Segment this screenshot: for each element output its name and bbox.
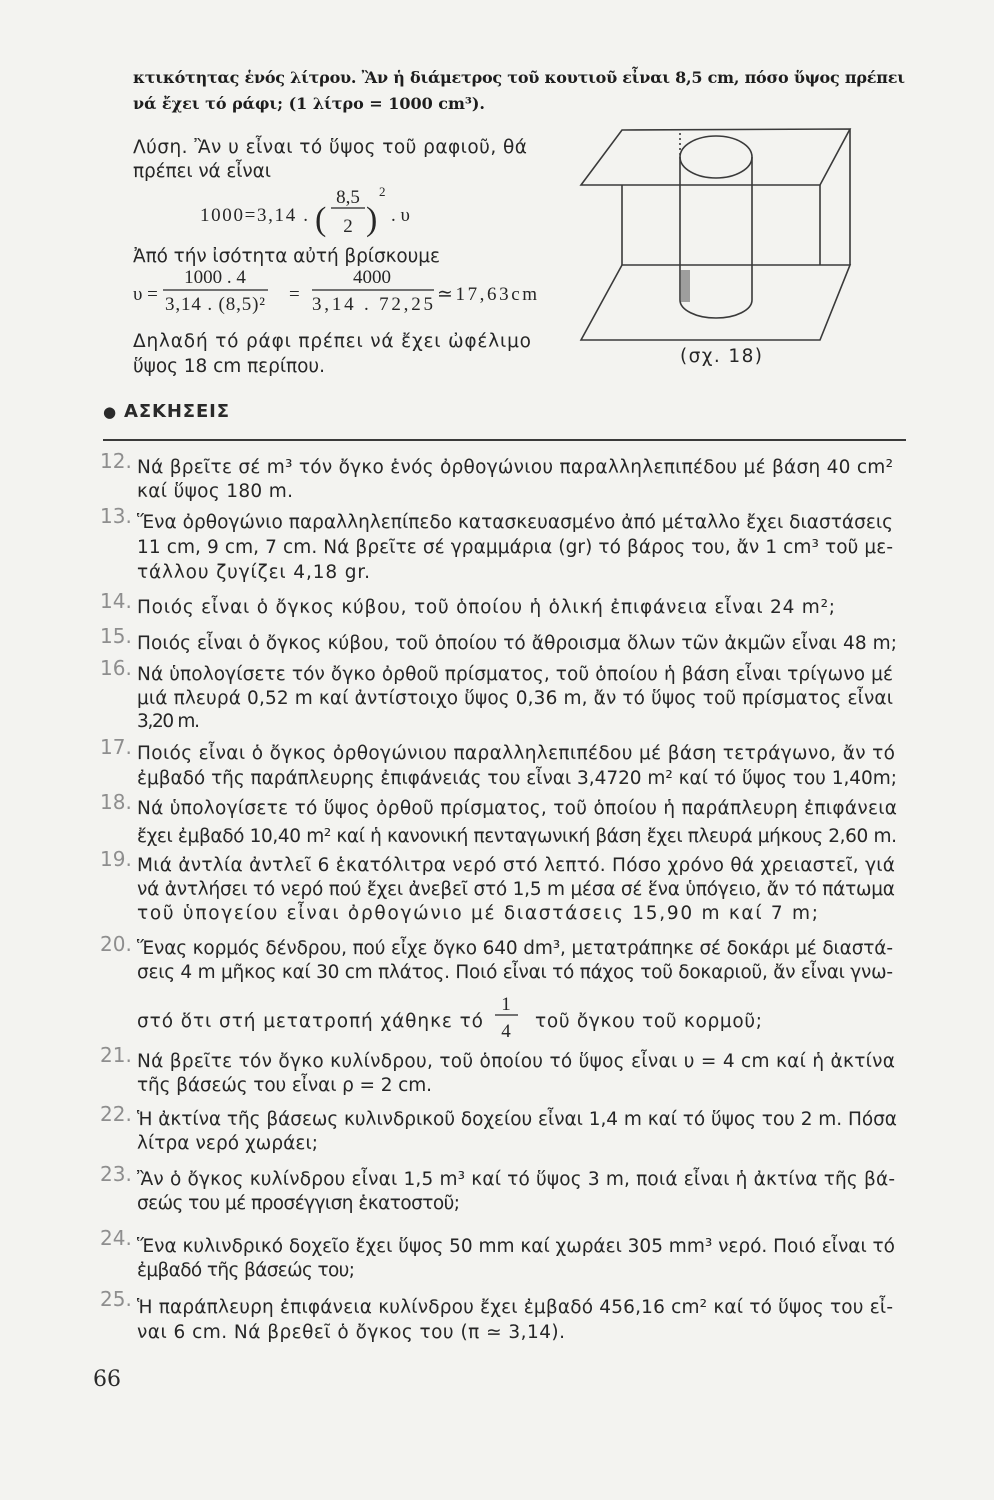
exercise-line: 3,20 m. xyxy=(137,711,200,732)
exercise-number: 14. xyxy=(100,589,132,613)
formula2-frac1-numerator: 1000 . 4 xyxy=(184,267,246,288)
exercise-line: Ἕνα κυλινδρικό δοχεῖο ἔχει ὕψος 50 mm καί χωράει 305 mm³ νερό. Ποιό εἶναι τό xyxy=(137,1236,895,1257)
exercise-number: 22. xyxy=(100,1102,132,1126)
solution-line-4: Δηλαδή τό ράφι πρέπει νά ἔχει ὠφέλιμο xyxy=(133,331,531,352)
figure-caption: (σχ. 18) xyxy=(680,346,762,367)
fraction-denominator: 4 xyxy=(501,1021,511,1042)
exercise-line: Ἡ παράπλευρη ἐπιφάνεια κυλίνδρου ἔχει ἐμβαδό 456,16 cm² καί τό ὕψος του εἶ- xyxy=(137,1297,893,1318)
formula1-exponent: 2 xyxy=(379,184,386,199)
exercise-line: καί ὕψος 180 m. xyxy=(137,481,293,502)
exercise-line: Μιά ἀντλία ἀντλεῖ 6 ἑκατόλιτρα νερό στό λεπτό. Πόσο χρόνο θά χρειαστεῖ, γιά xyxy=(137,855,895,876)
exercise-number: 20. xyxy=(100,932,132,956)
exercise-line: ναι 6 cm. Νά βρεθεῖ ὁ ὄγκος του (π ≃ 3,14). xyxy=(137,1322,565,1343)
formula1-rhs: . υ xyxy=(391,205,410,226)
formula2-result: ≃17,63cm xyxy=(437,284,537,305)
exercises-heading: ΑΣΚΗΣΕΙΣ xyxy=(124,401,229,422)
problem-line-2: νά ἔχει τό ράφι; (1 λίτρο = 1000 cm³). xyxy=(133,94,485,113)
exercise-line: Νά ὑπολογίσετε τό ὕψος ὀρθοῦ πρίσματος, τοῦ ὁποίου ἡ παράπλευρη ἐπιφάνεια xyxy=(137,798,897,819)
exercise-line: Νά ὑπολογίσετε τόν ὄγκο ὀρθοῦ πρίσματος, τοῦ ὁποίου ἡ βάση εἶναι τρίγωνο μέ xyxy=(137,664,893,685)
exercise-number: 15. xyxy=(100,624,132,648)
exercise-number: 13. xyxy=(100,504,132,528)
exercise-line: ἐμβαδό τῆς βάσεώς του; xyxy=(137,1260,355,1281)
exercise-line: Ποιός εἶναι ὁ ὄγκος κύβου, τοῦ ὁποίου τό ἄθροισμα ὅλων τῶν ἀκμῶν εἶναι 48 m; xyxy=(137,633,897,654)
formula1-lhs: 1000=3,14 . xyxy=(200,205,308,226)
exercise-line: Ποιός εἶναι ὁ ὄγκος ὀρθογώνιου παραλληλεπιπέδου μέ βάση τετράγωνο, ἄν τό xyxy=(137,743,895,764)
exercise-line: ἐμβαδό τῆς παράπλευρης ἐπιφάνειάς του εἶναι 3,4720 m² καί τό ὕψος του 1,40m; xyxy=(137,768,897,789)
exercise-line: νά ἀντλήσει τό νερό πού ἔχει ἀνεβεῖ στό 1,5 m μέσα σέ ἕνα ὑπόγειο, ἄν τό πάτωμα xyxy=(137,879,895,900)
exercise-number: 21. xyxy=(100,1043,132,1067)
formula2-lhs: υ = xyxy=(133,284,158,305)
exercise-line: 11 cm, 9 cm, 7 cm. Νά βρεῖτε σέ γραμμάρια (gr) τό βάρος του, ἄν 1 cm³ τοῦ με- xyxy=(137,537,893,558)
solution-line-1: Λύση. Ἂν υ εἶναι τό ὕψος τοῦ ραφιοῦ, θά xyxy=(133,137,527,158)
exercise-number: 16. xyxy=(100,656,132,680)
formula1-open-paren: ( xyxy=(315,201,327,238)
problem-line-1: κτικότητας ἑνός λίτρου. Ἂν ἡ διάμετρος τοῦ κουτιοῦ εἶναι 8,5 cm, πόσο ὕψος πρέπει xyxy=(133,68,905,87)
heading-bullet-icon: ● xyxy=(103,403,117,421)
exercise-line: τῆς βάσεώς του εἶναι ρ = 2 cm. xyxy=(137,1075,432,1096)
exercise-line: Ποιός εἶναι ὁ ὄγκος κύβου, τοῦ ὁποίου ἡ ὁλική ἐπιφάνεια εἶναι 24 m²; xyxy=(137,597,835,618)
exercise-number: 18. xyxy=(100,790,132,814)
exercise-17 xyxy=(100,735,897,789)
exercise-line: στό ὅτι στή μετατροπή χάθηκε τό xyxy=(137,1011,483,1032)
solution-line-3: Ἀπό τήν ἰσότητα αὐτή βρίσκουμε xyxy=(133,246,440,267)
exercise-19 xyxy=(100,847,895,924)
exercise-18 xyxy=(100,790,897,847)
exercise-line: Ἕνα ὀρθογώνιο παραλληλεπίπεδο κατασκευασμένο ἀπό μέταλλο ἔχει διαστάσεις xyxy=(137,512,893,533)
formula2-frac2-denominator: 3,14 . 72,25 xyxy=(312,294,433,315)
exercise-number: 23. xyxy=(100,1162,132,1186)
exercise-line: Ἕνας κορμός δένδρου, πού εἶχε ὄγκο 640 dm³, μετατράπηκε σέ δοκάρι μέ διαστά- xyxy=(137,938,893,959)
exercise-line: Νά βρεῖτε τόν ὄγκο κυλίνδρου, τοῦ ὁποίου τό ὕψος εἶναι υ = 4 cm καί ἡ ἀκτίνα xyxy=(137,1051,895,1072)
exercise-line: μιά πλευρά 0,52 m καί ἀντίστοιχο ὕψος 0,36 m, ἄν τό ὕψος τοῦ πρίσματος εἶναι xyxy=(137,688,893,709)
exercise-line: λίτρα νερό χωράει; xyxy=(137,1133,318,1154)
exercise-line: σεώς του μέ προσέγγιση ἑκατοστοῦ; xyxy=(137,1193,460,1214)
exercise-number: 12. xyxy=(100,449,132,473)
solution-line-2: πρέπει νά εἶναι xyxy=(133,161,271,182)
exercise-line: Ἂν ὁ ὄγκος κυλίνδρου εἶναι 1,5 m³ καί τό ὕψος 3 m, ποιά εἶναι ἡ ἀκτίνα τῆς βά- xyxy=(137,1169,895,1190)
formula1-denominator: 2 xyxy=(343,216,353,237)
formula2-equals: = xyxy=(289,284,300,305)
section-divider xyxy=(103,439,906,441)
exercise-line: Ἡ ἀκτίνα τῆς βάσεως κυλινδρικοῦ δοχείου εἶναι 1,4 m καί τό ὕψος του 2 m. Πόσα xyxy=(137,1109,897,1130)
exercise-line: τοῦ ὄγκου τοῦ κορμοῦ; xyxy=(535,1011,762,1032)
page-number: 66 xyxy=(93,1367,121,1392)
exercise-line: ἔχει ἐμβαδό 10,40 m² καί ἡ κανονική πενταγωνική βάση ἔχει πλευρά μήκους 2,60 m. xyxy=(137,826,897,847)
exercise-line: Νά βρεῖτε σέ m³ τόν ὄγκο ἑνός ὀρθογώνιου παραλληλεπιπέδου μέ βάση 40 cm² xyxy=(137,457,893,478)
exercise-number: 17. xyxy=(100,735,132,759)
formula2-frac2-numerator: 4000 xyxy=(353,267,391,288)
formula2-frac1-denominator: 3,14 . (8,5)² xyxy=(165,294,265,315)
exercise-number: 25. xyxy=(100,1287,132,1311)
formula1-close-paren: ) xyxy=(366,201,378,238)
solution-line-5: ὕψος 18 cm περίπου. xyxy=(133,356,325,377)
exercise-number: 19. xyxy=(100,847,132,871)
formula1-numerator: 8,5 xyxy=(336,187,360,208)
exercise-number: 24. xyxy=(100,1226,132,1250)
exercise-line: σεις 4 m μῆκος καί 30 cm πλάτος. Ποιό εἶναι τό πάχος τοῦ δοκαριοῦ, ἄν εἶναι γνω- xyxy=(137,962,893,983)
figure-cylinder-shading xyxy=(681,270,690,302)
fraction-numerator: 1 xyxy=(501,994,511,1015)
exercise-line: τάλλου ζυγίζει 4,18 gr. xyxy=(137,562,370,583)
exercise-line: τοῦ ὑπογείου εἶναι ὀρθογώνιο μέ διαστάσεις 15,90 m καί 7 m; xyxy=(137,903,819,924)
